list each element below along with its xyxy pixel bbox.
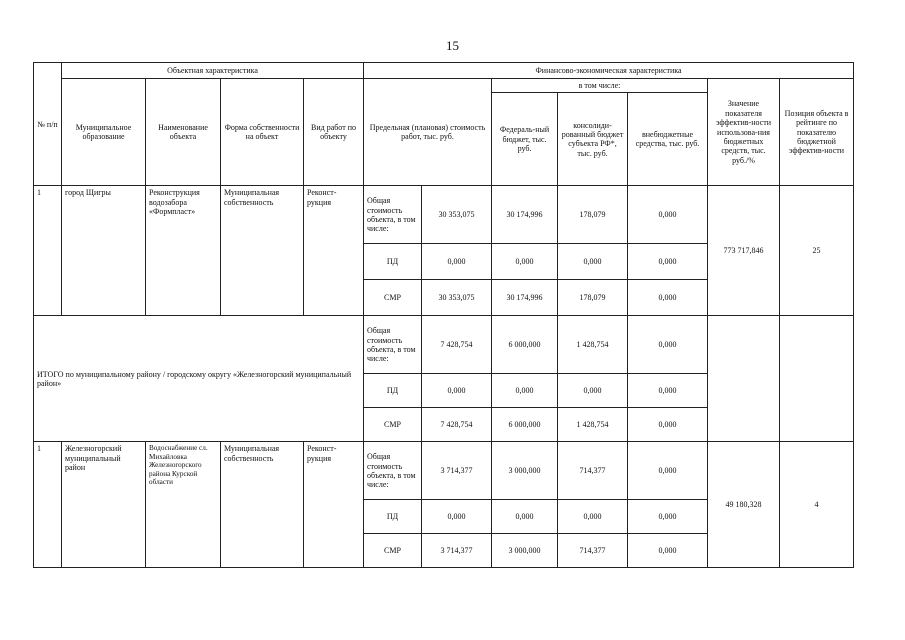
row-label: ПД (364, 500, 422, 534)
row-consolidated: 714,377 (558, 534, 628, 568)
header-municipality: Муниципальное образование (62, 79, 146, 186)
row-municipality: Железногорский муниципальный район (62, 442, 146, 568)
row-extra: 0,000 (628, 442, 708, 500)
row-total: 0,000 (422, 374, 492, 408)
row-rating-empty (780, 316, 854, 442)
row-total: 3 714,377 (422, 534, 492, 568)
row-ownership: Муниципальная собственность (221, 442, 304, 568)
row-extra: 0,000 (628, 186, 708, 244)
row-extra: 0,000 (628, 280, 708, 316)
row-federal: 6 000,000 (492, 316, 558, 374)
header-extrabudget: внебюджетные средства, тыс. руб. (628, 93, 708, 186)
header-object-name: Наименование объекта (146, 79, 221, 186)
row-municipality: город Щигры (62, 186, 146, 316)
row-total: 7 428,754 (422, 316, 492, 374)
row-consolidated: 1 428,754 (558, 408, 628, 442)
row-label: Общая стоимость объекта, в том числе: (364, 442, 422, 500)
header-finance-group: Финансово-экономическая характеристика (364, 63, 854, 79)
row-federal: 3 000,000 (492, 534, 558, 568)
row-efficiency-empty (708, 316, 780, 442)
row-consolidated: 714,377 (558, 442, 628, 500)
page-number: 15 (446, 38, 459, 53)
header-max-cost: Предельная (плановая) стоимость работ, тыс. руб. (364, 79, 492, 186)
row-total: 30 353,075 (422, 186, 492, 244)
header-row-1 (34, 63, 854, 79)
row-federal: 0,000 (492, 244, 558, 280)
row-extra: 0,000 (628, 374, 708, 408)
header-row-2 (34, 79, 854, 93)
table-row (34, 316, 854, 374)
row-rating: 25 (780, 186, 854, 316)
row-federal: 6 000,000 (492, 408, 558, 442)
row-federal: 30 174,996 (492, 186, 558, 244)
row-label: ПД (364, 374, 422, 408)
header-object-group: Объектная характеристика (62, 63, 364, 79)
table-row (34, 442, 854, 500)
investment-table (33, 62, 854, 568)
row-num: 1 (34, 442, 62, 568)
row-federal: 30 174,996 (492, 280, 558, 316)
row-efficiency: 773 717,846 (708, 186, 780, 316)
row-total: 3 714,377 (422, 442, 492, 500)
header-federal: Федераль-ный бюджет, тыс. руб. (492, 93, 558, 186)
row-federal: 0,000 (492, 374, 558, 408)
row-extra: 0,000 (628, 500, 708, 534)
header-efficiency: Значение показателя эффектив-ности использова-ния бюджетных средств, тыс. руб./% (708, 79, 780, 186)
row-label: ПД (364, 244, 422, 280)
header-including: в том числе: (492, 79, 708, 93)
row-consolidated: 0,000 (558, 374, 628, 408)
row-consolidated: 178,079 (558, 280, 628, 316)
total-label: ИТОГО по муниципальному району / городскому округу «Железногорский муниципальный район» (34, 316, 364, 442)
row-object-name: Водоснабжение сл. Михайловка Железногорского района Курской области (146, 442, 221, 568)
row-total: 0,000 (422, 244, 492, 280)
row-label: Общая стоимость объекта, в том числе: (364, 186, 422, 244)
row-work-type: Реконст-рукция (304, 186, 364, 316)
table-row (34, 186, 854, 244)
header-work-type: Вид работ по объекту (304, 79, 364, 186)
row-federal: 0,000 (492, 500, 558, 534)
row-consolidated: 1 428,754 (558, 316, 628, 374)
row-work-type: Реконст-рукция (304, 442, 364, 568)
row-total: 0,000 (422, 500, 492, 534)
row-extra: 0,000 (628, 316, 708, 374)
row-efficiency: 49 180,328 (708, 442, 780, 568)
row-ownership: Муниципальная собственность (221, 186, 304, 316)
row-label: СМР (364, 534, 422, 568)
row-object-name: Реконструкция водозабора «Формпласт» (146, 186, 221, 316)
row-label: СМР (364, 280, 422, 316)
row-extra: 0,000 (628, 534, 708, 568)
row-extra: 0,000 (628, 408, 708, 442)
row-consolidated: 178,079 (558, 186, 628, 244)
row-rating: 4 (780, 442, 854, 568)
row-consolidated: 0,000 (558, 500, 628, 534)
header-consolidated: консолиди-рованный бюджет субъекта РФ*, тыс. руб. (558, 93, 628, 186)
row-federal: 3 000,000 (492, 442, 558, 500)
header-ownership: Форма собственности на объект (221, 79, 304, 186)
row-label: СМР (364, 408, 422, 442)
header-col-num: № п/п (34, 63, 62, 186)
row-total: 7 428,754 (422, 408, 492, 442)
row-extra: 0,000 (628, 244, 708, 280)
header-rating: Позиция объекта в рейтинге по показателю бюджетной эффектив-ности (780, 79, 854, 186)
row-consolidated: 0,000 (558, 244, 628, 280)
row-num: 1 (34, 186, 62, 316)
row-label: Общая стоимость объекта, в том числе: (364, 316, 422, 374)
row-total: 30 353,075 (422, 280, 492, 316)
